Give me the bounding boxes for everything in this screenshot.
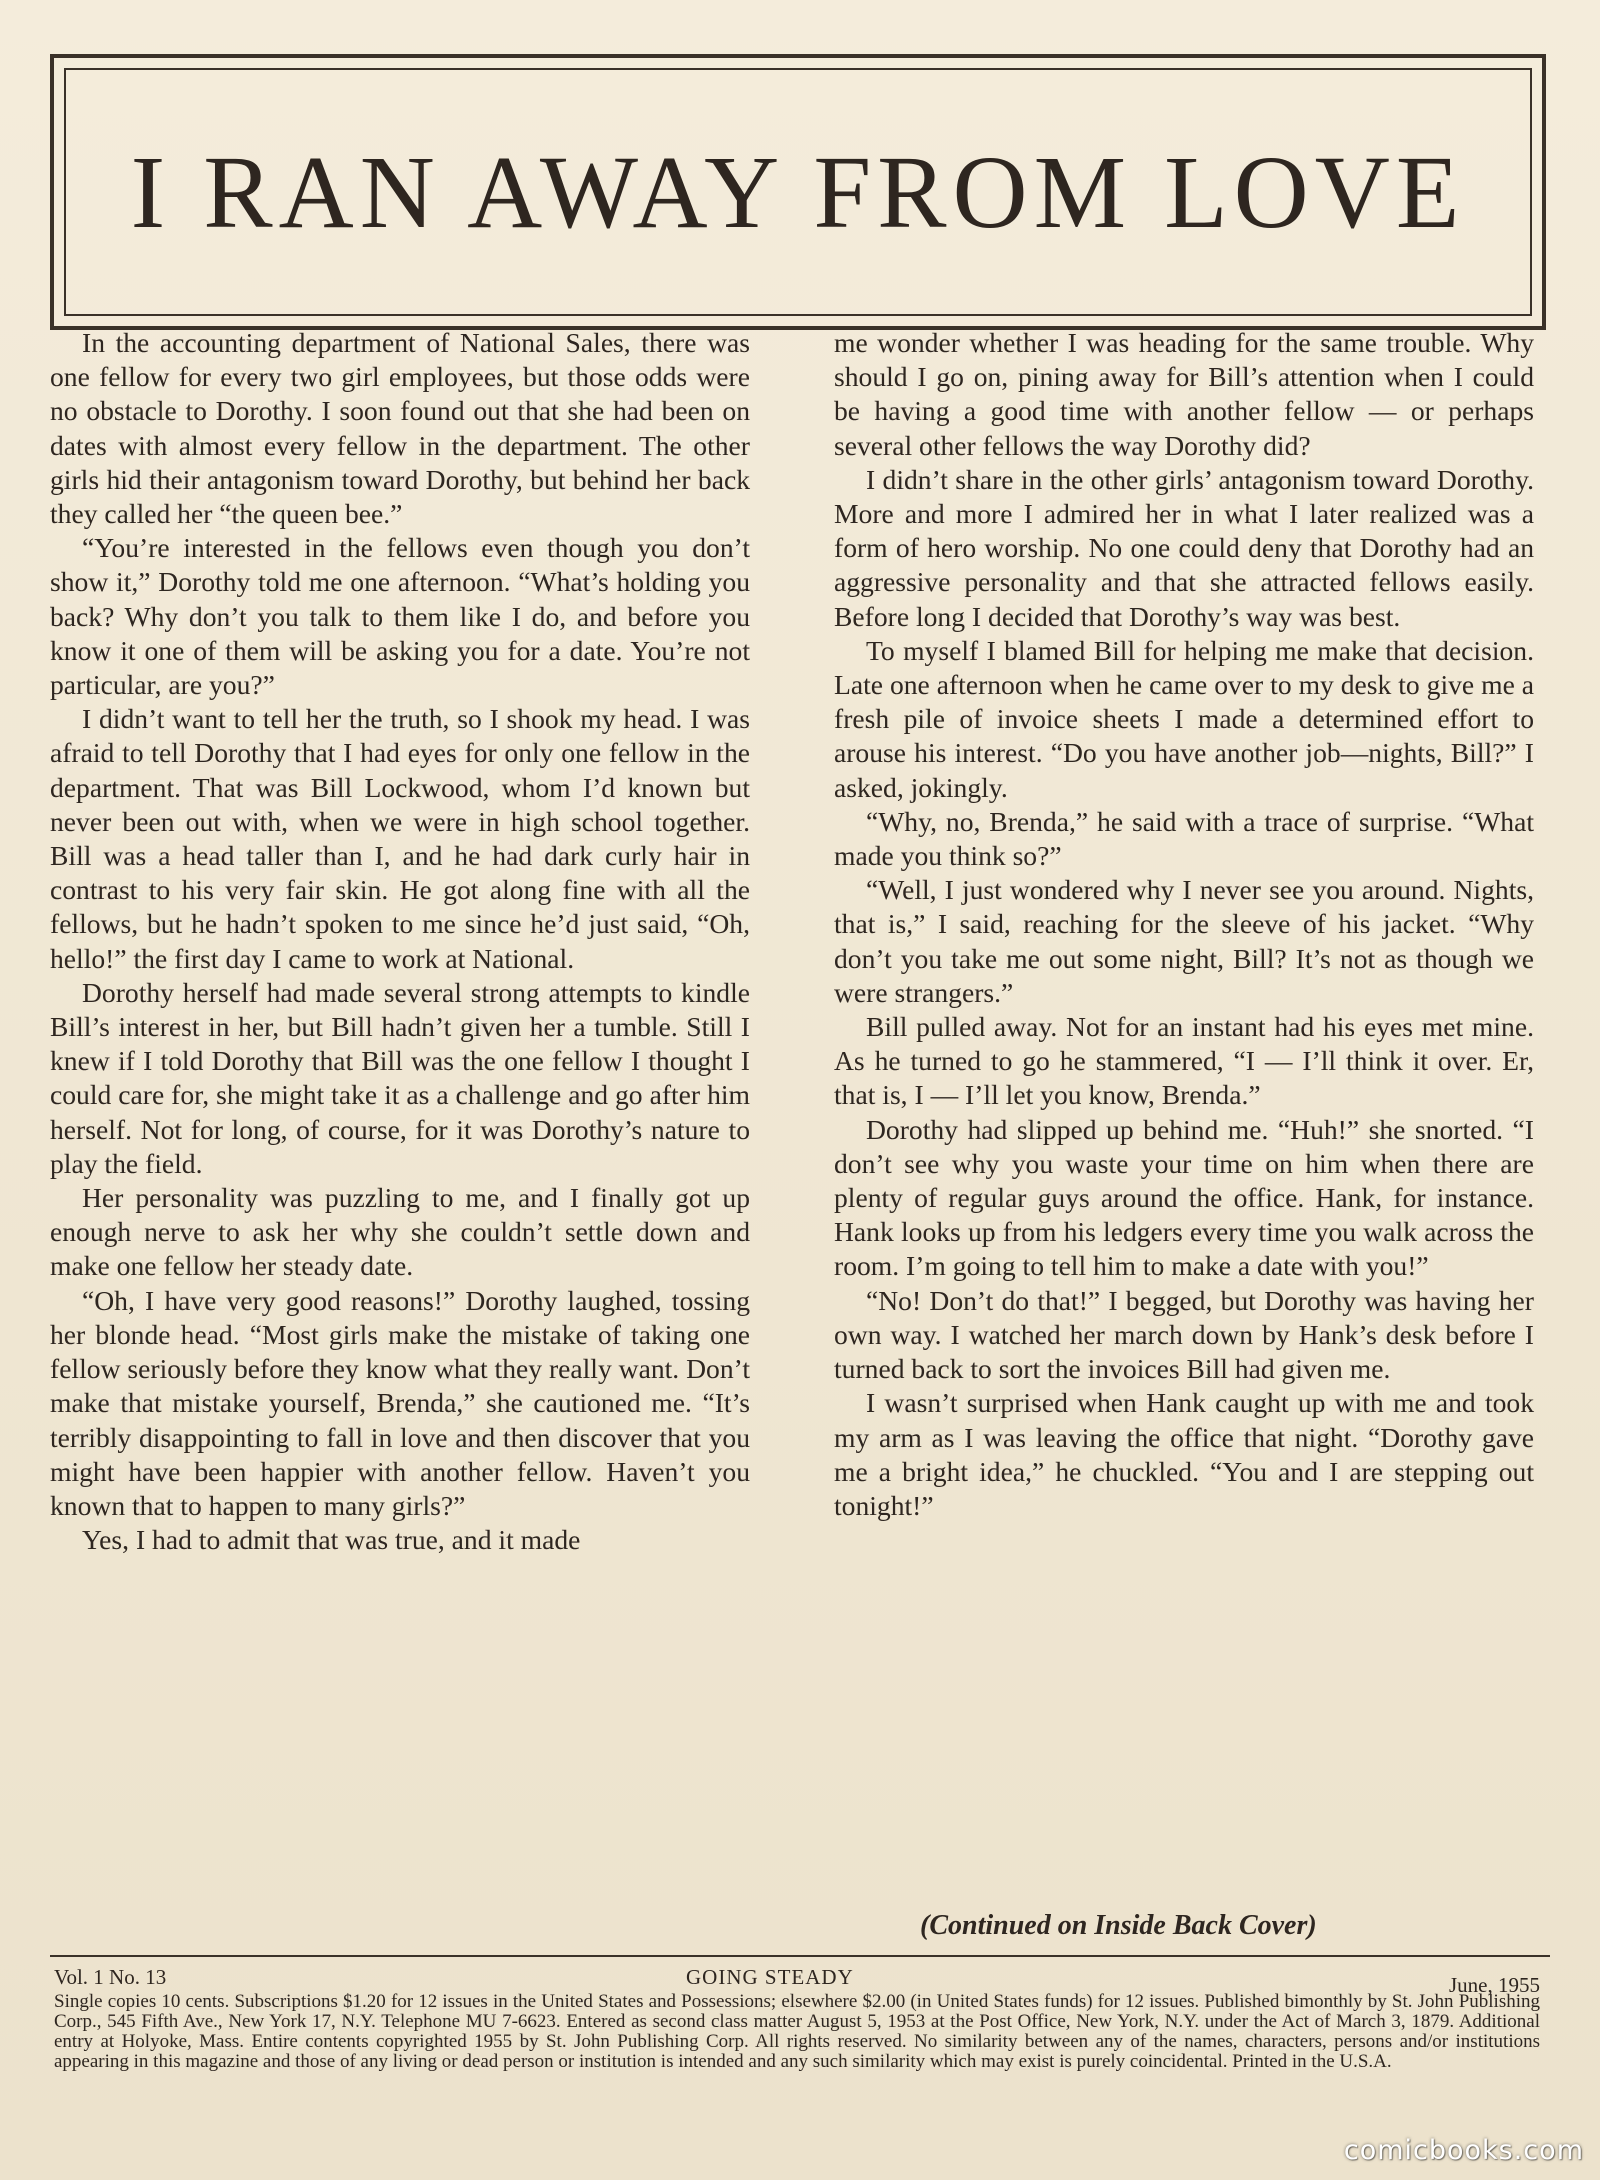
magazine-name: GOING STEADY — [686, 1965, 854, 1989]
right-column — [834, 326, 1534, 1906]
title-frame — [50, 54, 1546, 330]
story-paragraph: In the accounting department of National Sales, there was one fellow for every two girl employees, but those odds were no obstacle to Dorothy. I soon found out that she had been on dates with almost every fellow in the department. The other girls hid their antagonism toward Dorothy, but behind her back they called her “the queen bee.” — [50, 327, 750, 530]
left-column — [50, 326, 750, 1906]
story-title: I RAN AWAY FROM LOVE — [130, 134, 1466, 250]
story-paragraph: Yes, I had to admit that was true, and it made — [82, 1524, 581, 1556]
story-paragraph: me wonder whether I was heading for the same trouble. Why should I go on, pining away for Bill’s attention when I could be having a good time with another fellow — or perhaps several other fellows the way Dorothy did? — [834, 327, 1534, 461]
story-paragraph: “Oh, I have very good reasons!” Dorothy laughed, tossing her blonde head. “Most girls make the mistake of taking one fellow seriously before they know what they really want. Don’t make that mistake yourself, Brenda,” she cautioned me. “It’s terribly disappointing to fall in love and then discover that you might have been happier with another fellow. Haven’t you known that to happen to many girls?” — [50, 1284, 750, 1521]
issue-date: June, 1955 — [1449, 1973, 1540, 1997]
story-paragraph: “Well, I just wondered why I never see you around. Nights, that is,” I said, reaching for the sleeve of his jacket. “Why don’t you take me out some night, Bill? It’s not as though we were strangers.” — [834, 874, 1534, 1008]
story-paragraph: I didn’t want to tell her the truth, so I shook my head. I was afraid to tell Dorothy that I had eyes for only one fellow in the department. That was Bill Lockwood, whom I’d known but never been out with, when we were in high school together. Bill was a head taller than I, and he had dark curly hair in contrast to his very fair skin. He got along fine with all the fellows, but he hadn’t spoken to me since he’d just said, “Oh, hello!” the first day I came to work at National. — [50, 703, 750, 974]
continued-note: (Continued on Inside Back Cover) — [920, 1910, 1317, 1941]
story-paragraph: “You’re interested in the fellows even though you don’t show it,” Dorothy told me one afternoon. “What’s holding you back? Why don’t you talk to them like I do, and before you know it one of them will be asking you for a date. You’re not particular, are you?” — [50, 532, 750, 701]
story-paragraph: To myself I blamed Bill for helping me make that decision. Late one afternoon when he came over to my desk to give me a fresh pile of invoice sheets I made a determined effort to arouse his interest. “Do you have another job—nights, Bill?” I asked, jokingly. — [834, 634, 1534, 803]
story-paragraph: Her personality was puzzling to me, and I finally got up enough nerve to ask her why she couldn’t settle down and make one fellow her steady date. — [50, 1182, 750, 1282]
story-paragraph: “No! Don’t do that!” I begged, but Dorothy was having her own way. I watched her march down by Hank’s desk before I turned back to sort the invoices Bill had given me. — [834, 1284, 1534, 1385]
story-columns — [50, 326, 1534, 1906]
story-paragraph: Dorothy herself had made several strong attempts to kindle Bill’s interest in her, but Bill hadn’t given her a tumble. Still I knew if I told Dorothy that Bill was the one fellow I thought I could care for, she might take it as a challenge and go after him herself. Not for long, of course, for it was Dorothy’s nature to play the field. — [50, 976, 750, 1179]
footer-divider — [50, 1955, 1550, 1957]
publication-fine-print: Single copies 10 cents. Subscriptions $1.20 for 12 issues in the United States and Possessions; elsewhere $2.00 (in United States funds) for 12 issues. Published bimonthly by St. John Publishing Corp., 545 Fifth Ave., New York 17, N.Y. Telephone MU 7-6623. Entered as second class matter August 5, 1953 at the Post Office, New York, N.Y. under the Act of March 3, 1879. Additional entry at Holyoke, Mass. Entire contents copyrighted 1955 by St. John Publishing Corp. All rights reserved. No similarity between any of the names, characters, persons and/or institutions appearing in this magazine and those of any living or dead person or institution is intended and any such similarity which may exist is purely coincidental. Printed in the U.S.A. — [54, 1991, 1540, 2072]
title-frame-inner — [64, 68, 1532, 316]
volume-number: Vol. 1 No. 13 — [54, 1965, 167, 1989]
story-paragraph: I wasn’t surprised when Hank caught up with me and took my arm as I was leaving the office that night. “Dorothy gave me a bright idea,” he chuckled. “You and I are stepping out tonight!” — [834, 1387, 1534, 1521]
story-paragraph: Dorothy had slipped up behind me. “Huh!” she snorted. “I don’t see why you waste your time on him when there are plenty of regular guys around the office. Hank, for instance. Hank looks up from his ledgers every time you walk across the room. I’m going to tell him to make a date with you!” — [834, 1113, 1534, 1282]
story-paragraph: “Why, no, Brenda,” he said with a trace of surprise. “What made you think so?” — [834, 805, 1534, 872]
site-watermark: comicbooks.com — [1343, 2135, 1584, 2166]
story-paragraph: Bill pulled away. Not for an instant had his eyes met mine. As he turned to go he stammered, “I — I’ll think it over. Er, that is, I — I’ll let you know, Brenda.” — [834, 1011, 1534, 1111]
story-paragraph: I didn’t share in the other girls’ antagonism toward Dorothy. More and more I admired her in what I later realized was a form of hero worship. No one could deny that Dorothy had an aggressive personality and that she attracted fellows easily. Before long I decided that Dorothy’s way was best. — [834, 463, 1534, 632]
